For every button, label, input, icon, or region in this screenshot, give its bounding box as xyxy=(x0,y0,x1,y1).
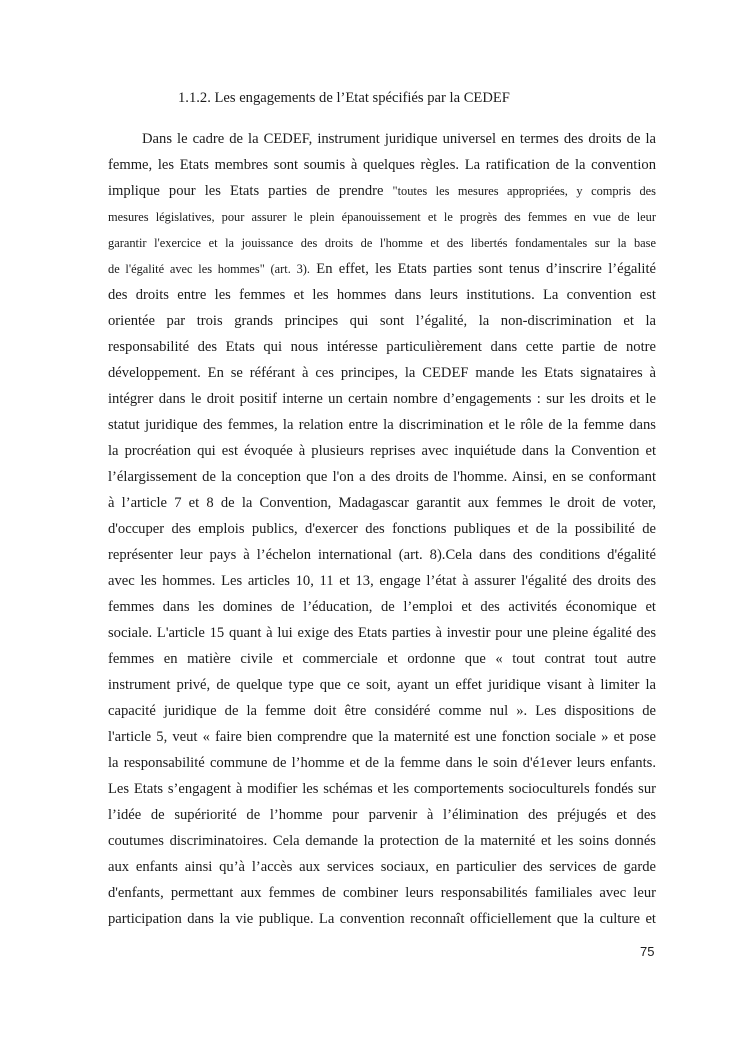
quoted-text: "toutes les mesures appropriées, y compris des xyxy=(392,184,656,198)
text-segment: capacité juridique de la femme doit être considéré comme nul ». Les dispositions de xyxy=(108,703,656,719)
text-segment: d'enfants, permettant aux femmes de combiner leurs responsabilités familiales avec leur xyxy=(108,885,656,901)
text-line xyxy=(108,464,656,490)
text-line xyxy=(108,490,656,516)
text-segment: statut juridique des femmes, la relation entre la discrimination et le rôle de la femme dans xyxy=(108,417,656,433)
text-segment: En effet, les Etats parties sont tenus d’inscrire l’égalité xyxy=(310,261,656,277)
text-segment: orientée par trois grands principes qui sont l’égalité, la non-discrimination et la xyxy=(108,313,656,329)
text-segment: participation dans la vie publique. La convention reconnaît officiellement que la culture et xyxy=(108,911,656,927)
text-line xyxy=(108,698,656,724)
text-line xyxy=(108,386,656,412)
text-segment: femme, les Etats membres sont soumis à quelques règles. La ratification de la convention xyxy=(108,157,656,173)
text-line xyxy=(108,308,656,334)
text-line xyxy=(108,906,656,932)
page-number: 75 xyxy=(640,944,655,959)
text-segment: responsabilité des Etats qui nous intéresse particulièrement dans cette partie de notre xyxy=(108,339,656,355)
text-segment: la procréation qui est évoquée à plusieurs reprises avec inquiétude dans la Convention et xyxy=(108,443,656,459)
text-segment: avec les hommes. Les articles 10, 11 et 13, engage l’état à assurer l'égalité des droits des xyxy=(108,573,656,589)
text-segment: femmes en matière civile et commerciale et ordonne que « tout contrat tout autre xyxy=(108,651,656,667)
text-line xyxy=(108,620,656,646)
text-line xyxy=(108,412,656,438)
text-segment: sociale. L'article 15 quant à lui exige des Etats parties à investir pour une pleine égalité des xyxy=(108,625,656,641)
text-line xyxy=(108,152,656,178)
quoted-text: de l'égalité avec les hommes" (art. 3). xyxy=(108,262,310,276)
text-segment: intégrer dans le droit positif interne un certain nombre d’engagements : sur les droits et le xyxy=(108,391,656,407)
text-line xyxy=(108,776,656,802)
quoted-text: garantir l'exercice et la jouissance des droits de l'homme et des libertés fondamentales sur la base xyxy=(108,236,656,250)
text-segment: implique pour les Etats parties de prendre xyxy=(108,183,393,199)
text-line xyxy=(108,438,656,464)
text-segment: instrument privé, de quelque type que ce soit, ayant un effet juridique visant à limiter la xyxy=(108,677,656,693)
text-line xyxy=(108,724,656,750)
text-line xyxy=(108,750,656,776)
text-line xyxy=(108,672,656,698)
text-line xyxy=(108,542,656,568)
text-line xyxy=(108,646,656,672)
text-line xyxy=(108,126,656,152)
text-line xyxy=(108,594,656,620)
text-line xyxy=(108,516,656,542)
text-line xyxy=(108,880,656,906)
text-line xyxy=(108,334,656,360)
text-line xyxy=(108,854,656,880)
text-segment: d'occuper des emplois publics, d'exercer des fonctions publiques et de la possibilité de xyxy=(108,521,656,537)
text-line xyxy=(108,828,656,854)
text-segment: à l’article 7 et 8 de la Convention, Madagascar garantit aux femmes le droit de voter, xyxy=(108,495,656,511)
text-line xyxy=(108,178,656,204)
text-segment: l'article 5, veut « faire bien comprendre que la maternité est une fonction sociale » et pose xyxy=(108,729,656,745)
quoted-text: mesures législatives, pour assurer le plein épanouissement et le progrès des femmes en vue de leur xyxy=(108,210,656,224)
text-segment: Dans le cadre de la CEDEF, instrument juridique universel en termes des droits de la xyxy=(142,131,656,147)
body-paragraph xyxy=(108,126,656,932)
text-line xyxy=(108,230,656,256)
text-segment: représenter leur pays à l’échelon international (art. 8).Cela dans des conditions d'égalité xyxy=(108,547,656,563)
section-heading: 1.1.2. Les engagements de l’Etat spécifiés par la CEDEF xyxy=(178,90,510,106)
text-segment: femmes dans les domines de l’éducation, de l’emploi et des activités économique et xyxy=(108,599,656,615)
text-segment: développement. En se référant à ces principes, la CEDEF mande les Etats signataires à xyxy=(108,365,656,381)
text-segment: coutumes discriminatoires. Cela demande la protection de la maternité et les soins donnés xyxy=(108,833,656,849)
text-line xyxy=(108,282,656,308)
text-segment: Les Etats s’engagent à modifier les schémas et les comportements socioculturels fondés sur xyxy=(108,781,656,797)
text-segment: l’élargissement de la conception que l'on a des droits de l'homme. Ainsi, en se conformant xyxy=(108,469,656,485)
text-line xyxy=(108,802,656,828)
text-line xyxy=(108,360,656,386)
text-segment: des droits entre les femmes et les hommes dans leurs institutions. La convention est xyxy=(108,287,656,303)
text-segment: la responsabilité commune de l’homme et de la femme dans le soin d'é1ever leurs enfants. xyxy=(108,755,656,771)
text-segment: l’idée de supériorité de l’homme pour parvenir à l’élimination des préjugés et des xyxy=(108,807,656,823)
text-line xyxy=(108,204,656,230)
text-line xyxy=(108,256,656,282)
text-line xyxy=(108,568,656,594)
text-segment: aux enfants ainsi qu’à l’accès aux services sociaux, en particulier des services de garde xyxy=(108,859,656,875)
